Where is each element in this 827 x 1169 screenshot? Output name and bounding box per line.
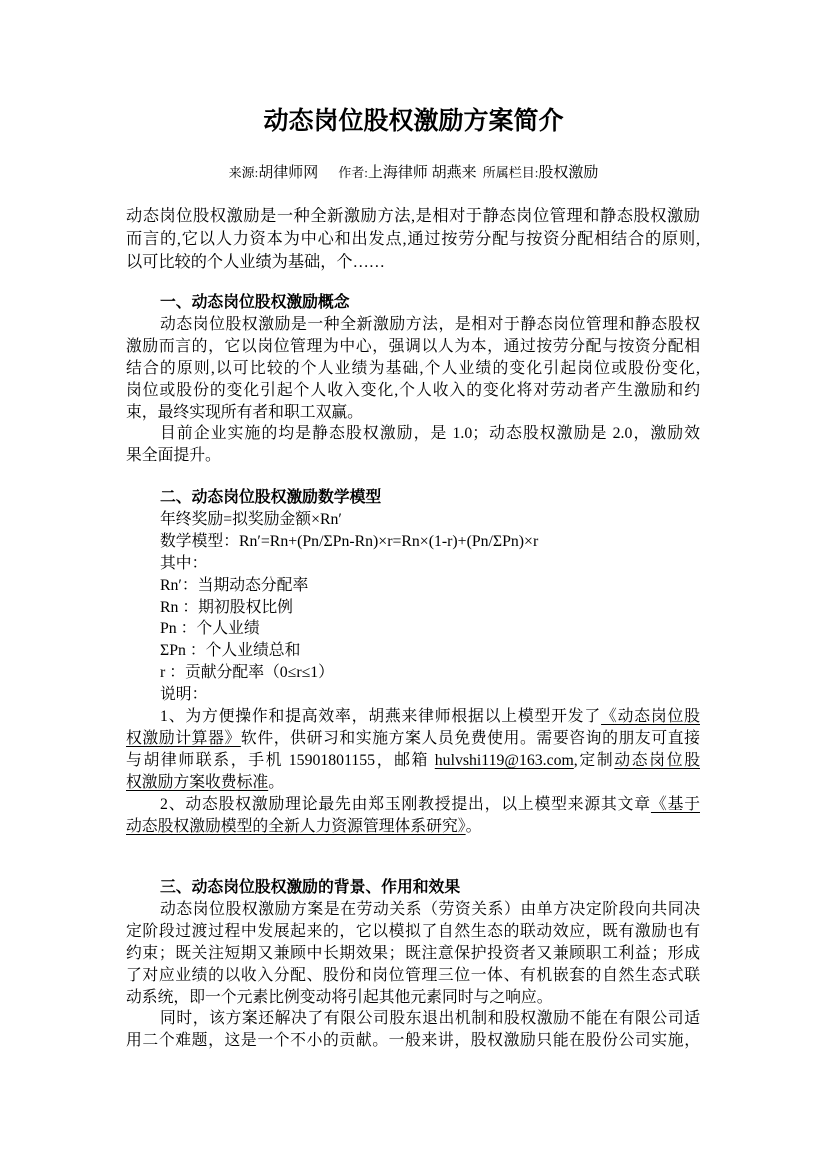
document-title: 动态岗位股权激励方案简介 [263, 108, 564, 135]
fee-standard-link[interactable]: 动态岗位股 [614, 751, 700, 769]
note-text: 1、为方便操作和提高效率，胡燕来律师根据以上模型开发了 [160, 708, 602, 726]
note-text: 。 [268, 773, 284, 791]
note-text: 2、动态股权激励理论最先由郑玉刚教授提出，以上模型来源其文章 [160, 795, 651, 813]
paragraph-line: 同时，该方案还解决了有限公司股东退出机制和股权激励不能在有限公司适 [160, 1010, 700, 1028]
note-line [126, 750, 700, 772]
paragraph-line: 果全面提升。 [126, 447, 221, 465]
definition-line: r ：贡献分配率（0≤r≤1） [160, 664, 334, 682]
paragraph-line: 动系统，即一个元素比例变动将引起其他元素同时与之响应。 [126, 988, 553, 1006]
note-line [126, 706, 700, 728]
intro-summary [126, 205, 700, 274]
note-line [126, 728, 700, 750]
paragraph-line: 束，最终实现所有者和职工双赢。 [126, 403, 363, 421]
source-label: 来源: [228, 165, 259, 180]
paragraph-line: 结合的原则,以可比较的个人业绩为基础,个人业绩的变化引起岗位或股份变化, [126, 359, 700, 377]
paragraph-line: 激励而言的，它以岗位管理为中心，强调以人为本，通过按劳分配与按资分配相 [126, 337, 700, 355]
author-label: 作者: [338, 165, 368, 180]
definition-line: Rn ：期初股权比例 [160, 598, 293, 616]
note-text: 软件，供研习和实施方案人员免费使用。需要咨询的朋友可直接 [240, 729, 700, 747]
section-math-model [126, 487, 700, 838]
email-link[interactable]: hulvshi119@163.com [434, 751, 574, 769]
formula-line: 年终奖励=拟奖励金额×Rn′ [160, 510, 342, 528]
paragraph-line: 约束；既关注短期又兼顾中长期效果；既注意保护投资者又兼顾职工利益；形成 [126, 944, 700, 962]
note-label: 说明： [160, 686, 208, 704]
section-background [126, 877, 700, 1052]
author-value: 上海律师 胡燕来 [367, 165, 477, 181]
section-concept [126, 292, 700, 467]
section-heading: 三、动态岗位股权激励的背景、作用和效果 [160, 879, 461, 896]
paragraph-line: 动态岗位股权激励方案是在劳动关系（劳资关系）由单方决定阶段向共同决 [160, 900, 700, 918]
intro-line: 以可比较的个人业绩为基础，个…… [126, 252, 385, 271]
note-line [126, 794, 700, 816]
calculator-software-link[interactable]: 《动态岗位股 [601, 708, 700, 726]
paragraph-line: 目前企业实施的均是静态股权激励，是 1.0；动态股权激励是 2.0，激励效 [160, 425, 700, 443]
paragraph-line: 岗位或股份的变化引起个人收入变化,个人收入的变化将对劳动者产生激励和约 [126, 381, 700, 399]
section-heading: 一、动态岗位股权激励概念 [160, 294, 350, 311]
note-line [126, 772, 700, 794]
formula-line: 数学模型：Rn′=Rn+(Pn/ΣPn-Rn)×r=Rn×(1-r)+(Pn/ΣPn)×r [160, 532, 539, 550]
note-line [126, 816, 700, 838]
note-text: ,定制 [573, 751, 615, 769]
paragraph-line: 用二个难题，这是一个不小的贡献。一般来讲，股权激励只能在股份公司实施， [126, 1032, 700, 1050]
definition-line: ΣPn ：个人业绩总和 [160, 642, 301, 660]
paragraph-line: 动态岗位股权激励是一种全新激励方法，是相对于静态岗位管理和静态股权 [160, 315, 700, 333]
calculator-software-link[interactable]: 权激励计算器》 [126, 729, 241, 747]
article-meta [0, 163, 827, 183]
definition-line: Rn′：当期动态分配率 [160, 576, 309, 594]
fee-standard-link[interactable]: 权激励方案收费标准 [126, 773, 269, 791]
paragraph-line: 了对应业绩的以收入分配、股份和岗位管理三位一体、有机嵌套的自然生态式联 [126, 966, 700, 984]
note-text: 。 [465, 817, 482, 835]
column-label: 所属栏目: [482, 165, 539, 180]
article-reference-link[interactable]: 动态股权激励模型的全新人力资源管理体系研究》 [126, 817, 466, 835]
note-text: 与胡律师联系，手机 15901801155，邮箱 [126, 751, 435, 769]
intro-line: 动态岗位股权激励是一种全新激励方法,是相对于静态岗位管理和静态股权激励 [126, 206, 700, 225]
definition-line: Pn ：个人业绩 [160, 620, 260, 638]
intro-line: 而言的,它以人力资本为中心和出发点,通过按劳分配与按资分配相结合的原则, [126, 229, 700, 248]
column-value: 股权激励 [538, 165, 599, 181]
formula-line: 其中： [160, 554, 208, 572]
source-value: 胡律师网 [258, 165, 319, 181]
paragraph-line: 定阶段过渡过程中发展起来的，它以模拟了自然生态的联动效应，既有激励也有 [126, 922, 700, 940]
section-heading: 二、动态岗位股权激励数学模型 [160, 489, 382, 506]
article-reference-link[interactable]: 《基于 [650, 795, 700, 813]
